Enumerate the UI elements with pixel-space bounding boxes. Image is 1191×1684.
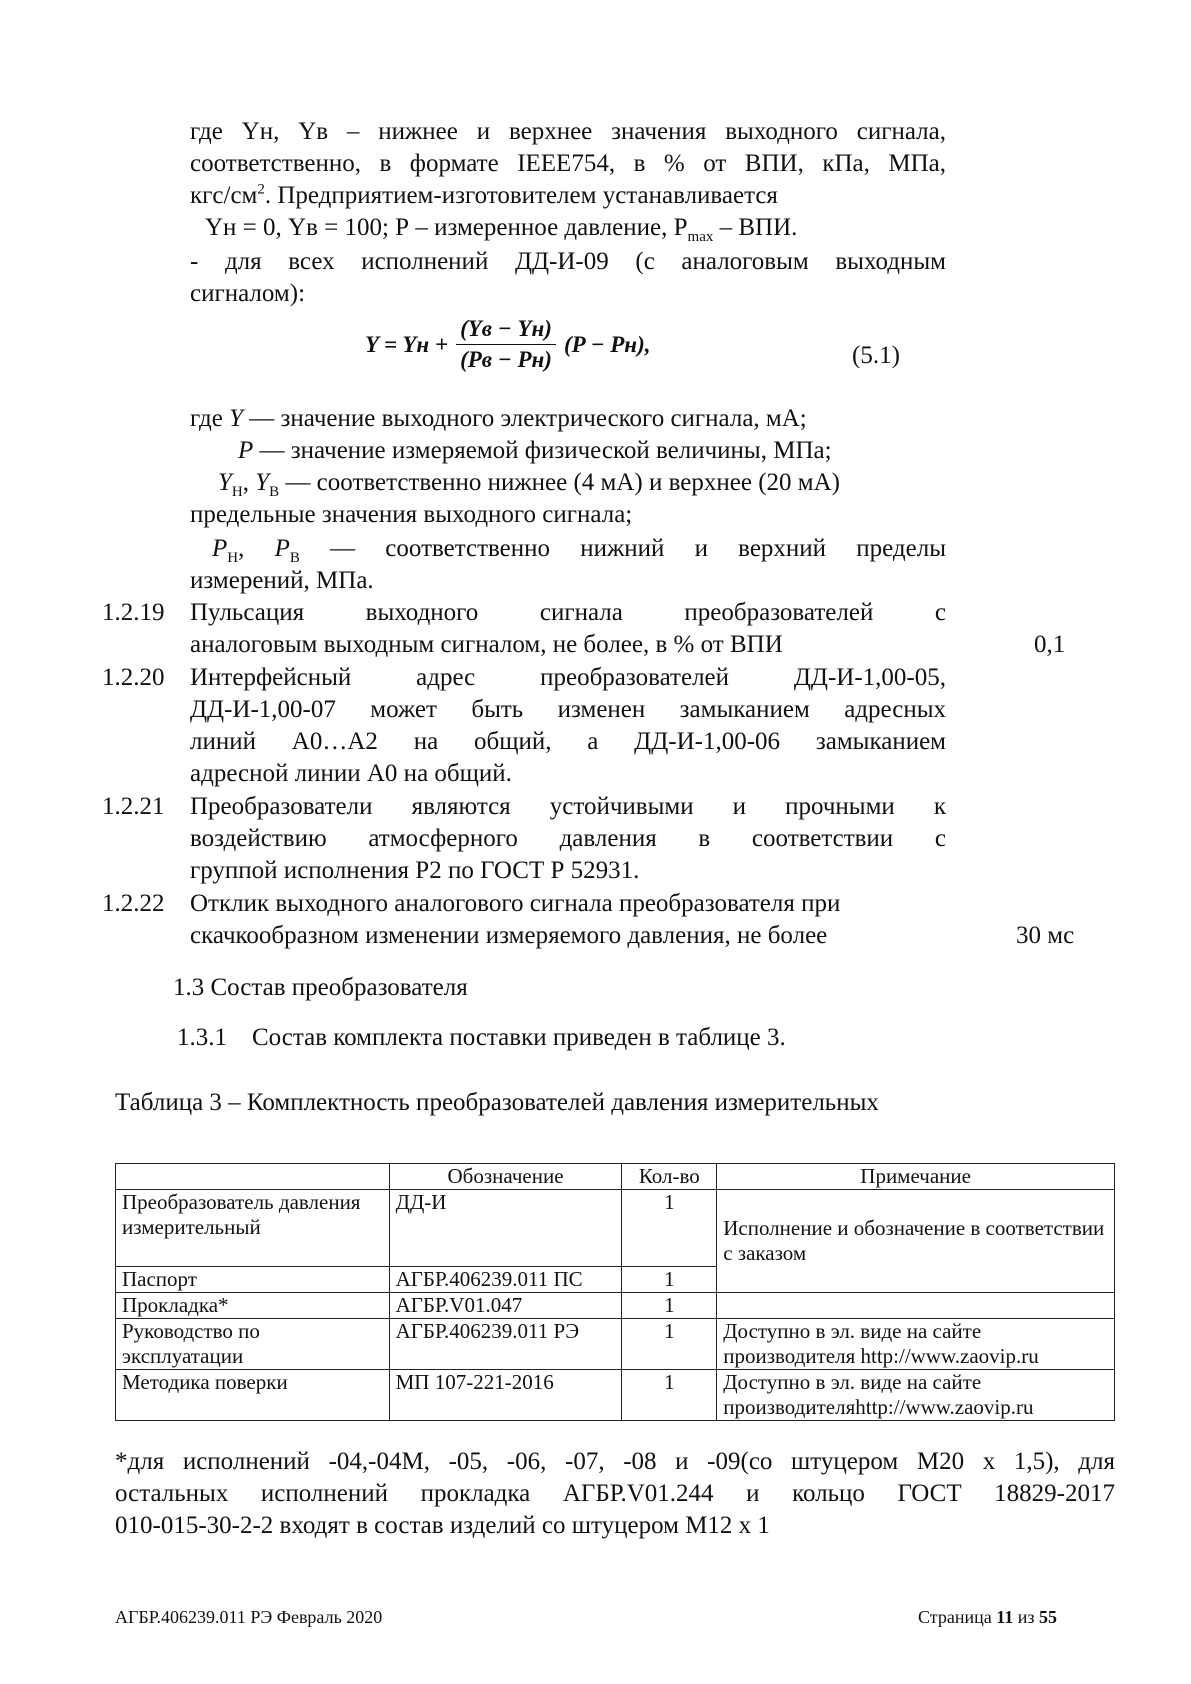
- item-line: Пульсация выходного сигнала преобразователей с: [190, 599, 946, 626]
- page-label: Страница: [918, 1607, 997, 1627]
- intro-line-2: соответственно, в формате IEEE754, в % от ВПИ, кПа, МПа,: [190, 150, 946, 177]
- item-line: скачкообразном изменении измеряемого давления, не более: [190, 922, 828, 949]
- item-number: 1.2.19: [102, 599, 165, 626]
- intro-line-5: - для всех исполнений ДД-И-09 (с аналоговым выходным: [190, 248, 946, 275]
- formula-rhs: (P − Pн),: [563, 331, 651, 357]
- item-line: адресной линии А0 на общий.: [190, 760, 512, 787]
- cell-note-merged: Исполнение и обозначение в соответствии с заказом: [717, 1190, 1115, 1293]
- table-caption: Таблица 3 – Комплектность преобразователей давления измерительных: [115, 1089, 879, 1116]
- item-line: аналоговым выходным сигналом, не более, в % от ВПИ: [190, 631, 783, 658]
- item-number: 1.2.20: [102, 664, 165, 691]
- table-3: [115, 1163, 1115, 1421]
- legend-pv-symbol: P: [274, 535, 290, 562]
- legend-yn-symbol: Y: [218, 469, 232, 496]
- legend-pn-sub: Н: [227, 550, 239, 566]
- cell-name: Паспорт: [116, 1267, 390, 1293]
- legend-pn-symbol: P: [212, 535, 228, 562]
- header-cell: Примечание: [717, 1164, 1115, 1190]
- page-number: 11: [996, 1607, 1014, 1627]
- legend-p-symbol: P: [238, 437, 254, 464]
- footnote-line-2: остальных исполнений прокладка АГБР.V01.244 и кольцо ГОСТ 18829-2017: [115, 1480, 1115, 1507]
- intro-line-4-b: – ВПИ.: [713, 214, 798, 241]
- table-row: [116, 1293, 1115, 1319]
- item-value: 0,1: [1034, 631, 1066, 658]
- cell-code: АГБР.V01.047: [389, 1293, 622, 1319]
- legend-y-symbol: Y: [229, 405, 243, 432]
- cell-qty: 1: [622, 1267, 717, 1293]
- cell-note: Доступно в эл. виде на сайте производителяhttp://www.zaovip.ru: [717, 1370, 1115, 1421]
- footer-document-id: АГБР.406239.011 РЭ Февраль 2020: [115, 1607, 383, 1627]
- cell-name: Преобразователь давления измерительный: [116, 1190, 390, 1267]
- legend-pv-sub: В: [289, 550, 300, 566]
- formula: [365, 316, 651, 373]
- item-number: 1.2.22: [102, 890, 165, 917]
- cell-qty: 1: [622, 1370, 717, 1421]
- item-value: 30 мс: [1016, 922, 1075, 949]
- item-line: ДД-И-1,00-07 может быть изменен замыканием адресных: [190, 696, 946, 723]
- cell-name: Руководство по эксплуатации: [116, 1319, 390, 1370]
- cell-code: АГБР.406239.011 РЭ: [389, 1319, 622, 1370]
- legend-pn-pv: [212, 533, 946, 564]
- table-row: [116, 1319, 1115, 1370]
- intro-line-3-rest: . Предприятием-изготовителем устанавливается: [264, 182, 778, 209]
- cell-name: Методика поверки: [116, 1370, 390, 1421]
- legend-yn-yv: [218, 467, 840, 498]
- cell-name: Прокладка*: [116, 1293, 390, 1319]
- legend-yn-sub: Н: [231, 484, 243, 500]
- legend-pn-sep: ,: [238, 535, 275, 562]
- cell-note: Доступно в эл. виде на сайте производителя http://www.zaovip.ru: [717, 1319, 1115, 1370]
- cell-code: МП 107-221-2016: [389, 1370, 622, 1421]
- section-heading: 1.3 Состав преобразователя: [173, 974, 468, 1001]
- item-line: группой исполнения Р2 по ГОСТ Р 52931.: [190, 857, 640, 884]
- legend-yv-text: — соответственно нижнее (4 мА) и верхнее (20 мА): [279, 469, 840, 496]
- formula-fraction: [456, 316, 556, 373]
- item-line: воздействию атмосферного давления в соответствии с: [190, 825, 946, 852]
- legend-yv-cont: предельные значения выходного сигнала;: [190, 501, 633, 528]
- item-line: Интерфейсный адрес преобразователей ДД-И-1,00-05,: [190, 664, 946, 691]
- item-line: Преобразователи являются устойчивыми и прочными к: [190, 793, 946, 820]
- intro-sub: max: [687, 229, 714, 245]
- intro-line-3: [190, 180, 778, 211]
- header-cell: Кол-во: [622, 1164, 717, 1190]
- footer-page-counter: [918, 1606, 1057, 1628]
- cell-note: [717, 1293, 1115, 1319]
- legend-pv-cont: измерений, МПа.: [190, 567, 374, 594]
- intro-line-4-a: Yн = 0, Yв = 100; Р – измеренное давление, Р: [205, 214, 688, 241]
- intro-line-4: [205, 212, 797, 243]
- formula-lhs: Y = Yн +: [365, 331, 449, 357]
- table-row: [116, 1190, 1115, 1267]
- item-line: линий А0…А2 на общий, а ДД-И-1,00-06 замыканием: [190, 728, 946, 755]
- legend-p: [238, 435, 832, 466]
- formula-numerator: (Yв − Yн): [456, 316, 556, 345]
- legend-p-text: — значение измеряемой физической величины, МПа;: [253, 437, 832, 464]
- formula-denominator: (Pв − Pн): [460, 347, 552, 372]
- cell-qty: 1: [622, 1319, 717, 1370]
- legend-yn-sep: ,: [242, 469, 256, 496]
- legend-y-text: — значение выходного электрического сигнала, мА;: [242, 405, 807, 432]
- table-row: [116, 1370, 1115, 1421]
- footnote-line-3: 010-015-30-2-2 входят в состав изделий со штуцером М12 х 1: [115, 1512, 770, 1539]
- legend-pv-text: — соответственно нижний и верхний пределы: [299, 535, 947, 562]
- of-label: из: [1013, 1607, 1039, 1627]
- formula-number: (5.1): [852, 342, 900, 369]
- item-line: Отклик выходного аналогового сигнала преобразователя при: [190, 890, 841, 917]
- table-header-row: [116, 1164, 1115, 1190]
- cell-code: АГБР.406239.011 ПС: [389, 1267, 622, 1293]
- cell-code: ДД-И: [389, 1190, 622, 1267]
- intro-sup: 2: [257, 181, 265, 198]
- legend-y-where: где: [190, 405, 230, 432]
- item-number: 1.2.21: [102, 793, 165, 820]
- legend-yv-symbol: Y: [255, 469, 270, 496]
- intro-line-6: сигналом):: [190, 280, 306, 307]
- intro-unit: кгс/см: [190, 182, 258, 209]
- legend-y: [190, 403, 807, 434]
- page-total: 55: [1039, 1607, 1057, 1627]
- header-cell: [116, 1164, 390, 1190]
- header-cell: Обозначение: [389, 1164, 622, 1190]
- cell-qty: 1: [622, 1293, 717, 1319]
- intro-line-1: где Yн, Yв – нижнее и верхнее значения выходного сигнала,: [190, 118, 946, 145]
- legend-yv-sub: В: [269, 484, 280, 500]
- footnote-line-1: *для исполнений -04,-04М, -05, -06, -07, -08 и -09(со штуцером М20 х 1,5), для: [115, 1448, 1115, 1475]
- cell-qty: 1: [622, 1190, 717, 1267]
- subsection-heading: 1.3.1 Состав комплекта поставки приведен в таблице 3.: [177, 1024, 786, 1051]
